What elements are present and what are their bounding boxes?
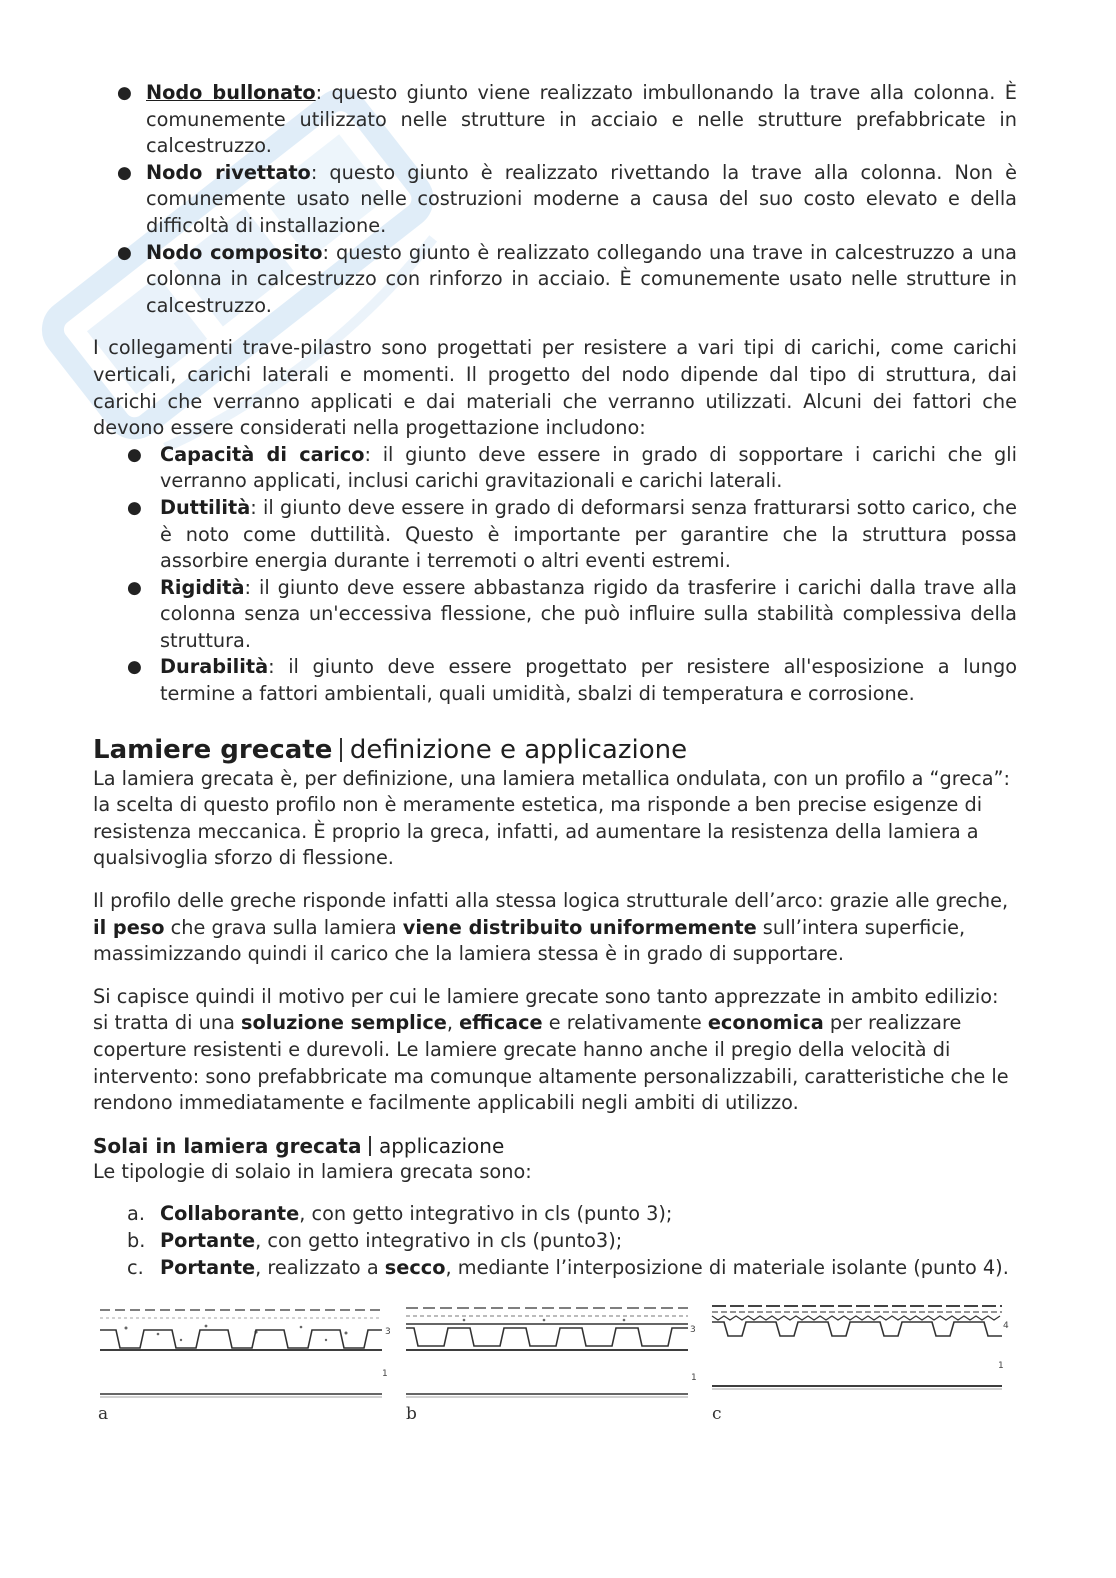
intro-paragraph: I collegamenti trave-pilastro sono progettati per resistere a vari tipi di carichi, come carichi verticali, carichi laterali e momenti. Il progetto del nodo dipende dal tipo di struttura, dai carichi che verranno applicati e dai materiali che verranno utilizzati. Alcuni dei fattori che devono essere considerati nella progettazione includono: [93, 336, 1017, 440]
document-body [93, 80, 1017, 1281]
subsection-title-rest: applicazione [378, 1133, 505, 1158]
subsection-title-bold: Solai in lamiera grecata [93, 1133, 362, 1158]
figure-caption: b [406, 1404, 417, 1424]
bullet-icon: ● [127, 657, 142, 678]
list-item-text: : questo giunto è realizzato collegando una trave in calcestruzzo a una colonna in calcestruzzo con rinforzo in acciaio. È comunemente usato nelle strutture in calcestruzzo. [146, 240, 1017, 317]
list-marker: b. [127, 1228, 146, 1252]
section-title-rest: definizione e applicazione [349, 734, 688, 765]
list-item [93, 240, 1017, 320]
bullet-icon: ● [127, 444, 142, 465]
bullet-icon: ● [127, 577, 142, 598]
list-marker: a. [127, 1202, 145, 1226]
figure-label: 3 [385, 1327, 391, 1337]
subsection-title [93, 1133, 1017, 1159]
types-intro: Le tipologie di solaio in lamiera grecata sono: [93, 1159, 532, 1183]
bullet-icon: ● [117, 162, 132, 183]
slab-section-figures [96, 1300, 1016, 1440]
list-item [93, 575, 1017, 655]
slab-c-drawing [710, 1300, 1010, 1400]
figure-label: 1 [382, 1369, 388, 1379]
definition-paragraph: La lamiera grecata è, per definizione, una lamiera metallica ondulata, con un profilo a “greca”: la scelta di questo profilo non è meramente estetica, ma risponde a ben precise esigenze di resistenza meccanica. È proprio la greca, infatti, ad aumentare la resistenza della lamiera a qualsivoglia sforzo di flessione. [93, 766, 1011, 870]
list-item-term: Duttilità [160, 495, 251, 519]
bullet-icon: ● [117, 83, 132, 103]
figure-caption: a [98, 1404, 109, 1424]
list-item [93, 160, 1017, 240]
design-factors-list [93, 442, 1017, 708]
list-item-text: : il giunto deve essere progettato per resistere all'esposizione a lungo termine a fattori ambientali, quali umidità, sbalzi di temperatura e corrosione. [160, 655, 1017, 706]
list-item [93, 80, 1017, 160]
section-title-bold: Lamiere grecate [93, 734, 333, 765]
figure-label: 1 [998, 1361, 1004, 1371]
list-item [93, 654, 1017, 707]
figure-c-portante-secco [710, 1300, 1009, 1440]
list-item-term: Rigidità [160, 575, 245, 599]
slab-b-drawing [404, 1300, 699, 1400]
list-item-text: : il giunto deve essere in grado di deformarsi senza fratturarsi sotto carico, che è noto come duttilità. Questo è importante per garantire che la struttura possa assorbire energia durante i terremoti o altri eventi estremi. [160, 495, 1017, 573]
figure-b-portante [404, 1300, 699, 1440]
figure-label: 4 [1003, 1321, 1009, 1331]
figure-label: 1 [691, 1373, 697, 1383]
list-item-term: Nodo rivettato [146, 160, 311, 184]
advantages-paragraph: Si capisce quindi il motivo per cui le lamiere grecate sono tanto apprezzate in ambito edilizio: si tratta di una soluzione semplice, efficace e relativamente economica per realizzare coperture resistenti e durevoli. Le lamiere grecate hanno anche il pregio della velocità di intervento: sono prefabbricate ma comunque altamente personalizzabili, caratteristiche che le rendono immediatamente e facilmente applicabili negli ambiti di utilizzo. [93, 984, 1009, 1115]
list-item-text: : questo giunto è realizzato rivettando la trave alla colonna. Non è comunemente usato nelle costruzioni moderne a causa del suo costo elevato e della difficoltà di installazione. [146, 160, 1017, 237]
list-item: a. Collaborante, con getto integrativo in cls (punto 3); [93, 1201, 1017, 1228]
list-marker: c. [127, 1255, 144, 1279]
list-item-term: Nodo composito [146, 240, 323, 264]
bullet-icon: ● [127, 497, 142, 518]
slab-types-list [93, 1201, 1017, 1281]
list-item-term: Capacità di carico [160, 442, 365, 466]
section-title [93, 734, 1017, 766]
title-separator [369, 1136, 371, 1156]
slab-a-drawing [96, 1300, 391, 1400]
figure-caption: c [712, 1404, 722, 1424]
title-separator [340, 738, 342, 762]
list-item: c. Portante, realizzato a secco, mediante l’interposizione di materiale isolante (punto 4). [93, 1255, 1017, 1282]
list-item [93, 442, 1017, 495]
figure-a-collaborante [96, 1300, 391, 1440]
arch-logic-paragraph: Il profilo delle greche risponde infatti alla stessa logica strutturale dell’arco: grazie alle greche, il peso che grava sulla lamiera viene distribuito uniformemente sull’intera superficie, massimizzando quindi il carico che la lamiera stessa è in grado di supportare. [93, 889, 1009, 966]
joint-types-list [93, 80, 1017, 319]
list-item-term: Durabilità [160, 655, 269, 679]
list-item-term: Nodo bullonato [146, 81, 316, 104]
list-item [93, 495, 1017, 575]
figure-label: 3 [690, 1325, 696, 1335]
list-item: b. Portante, con getto integrativo in cls (punto3); [93, 1228, 1017, 1255]
bullet-icon: ● [117, 242, 132, 263]
list-item-text: : il giunto deve essere abbastanza rigido da trasferire i carichi dalla trave alla colonna senza un'eccessiva flessione, che può influire sulla stabilità complessiva della struttura. [160, 575, 1017, 652]
list-item-text: : questo giunto viene realizzato imbullonando la trave alla colonna. È comunemente utilizzato nelle strutture in acciaio e nelle strutture prefabbricate in calcestruzzo. [146, 81, 1017, 158]
list-item-text: : il giunto deve essere in grado di sopportare i carichi che gli verranno applicati, inclusi carichi gravitazionali e carichi laterali. [160, 442, 1018, 493]
